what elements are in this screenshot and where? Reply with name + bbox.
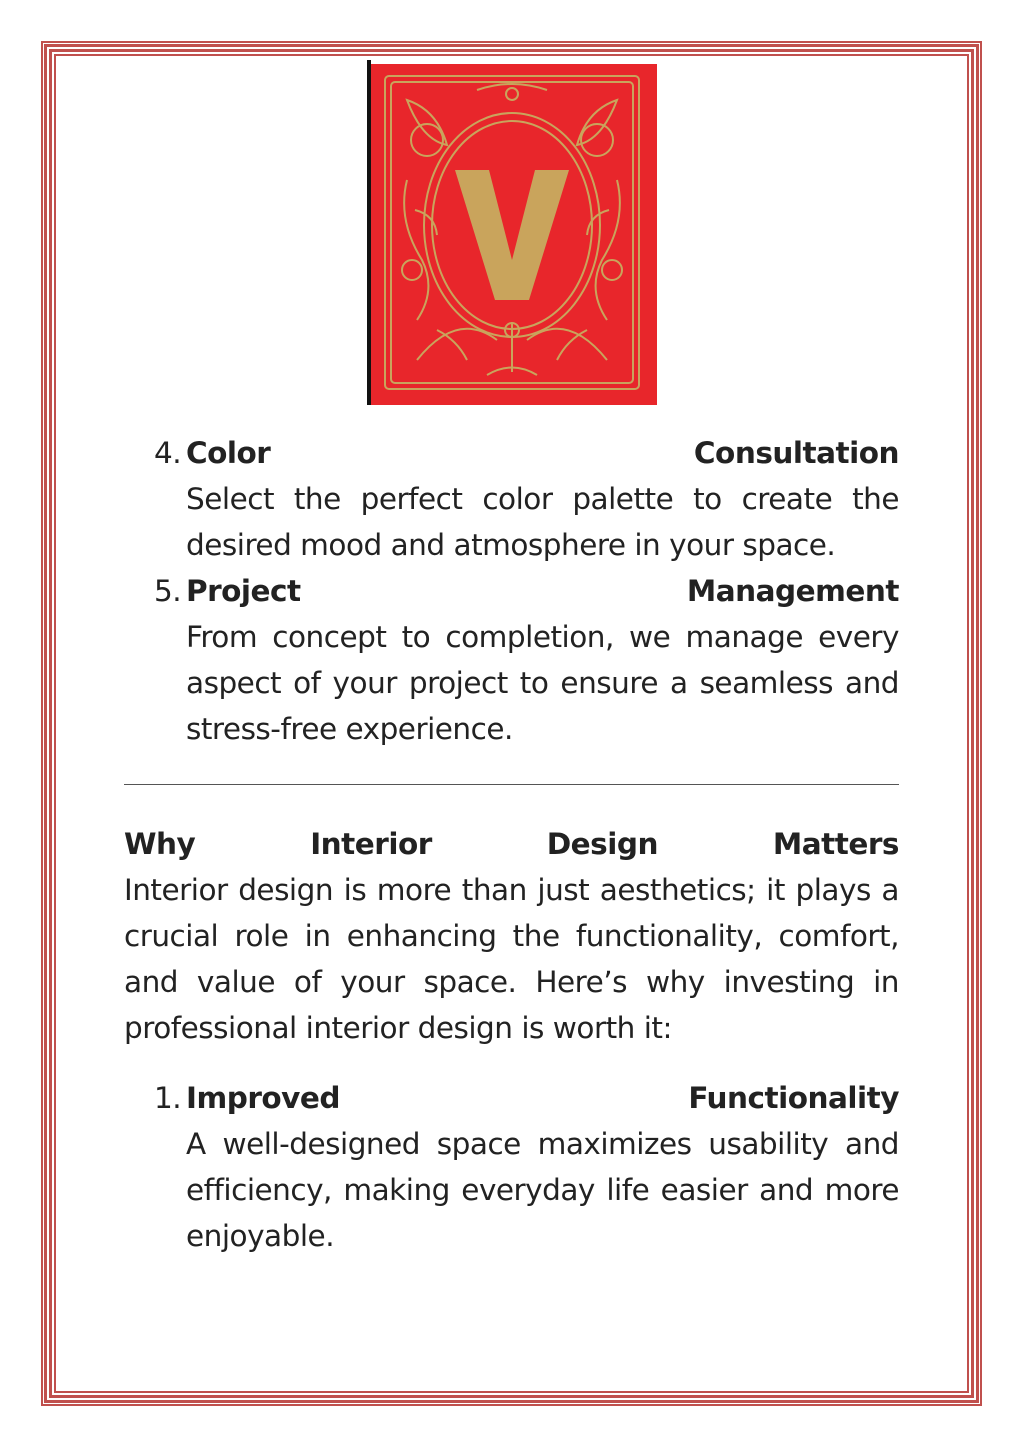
- heading-word: Why: [124, 827, 196, 861]
- document-body: [124, 430, 899, 1259]
- section-body: Interior design is more than just aesthetics; it plays a crucial role in enhancing the functionality, comfort, and value of your space. Here’s why investing in professional interior design is worth it:: [124, 873, 899, 1045]
- brand-logo: [367, 60, 657, 405]
- title-word: Project: [186, 574, 301, 608]
- list-number: 1.: [154, 1081, 182, 1115]
- section-heading: [124, 821, 899, 867]
- list-item-color-consultation: [124, 430, 899, 568]
- heading-word: Matters: [772, 827, 899, 861]
- list-number: 5.: [154, 574, 182, 608]
- title-word: Management: [686, 574, 899, 608]
- list-item-body: Select the perfect color palette to create the desired mood and atmosphere in your space.: [186, 482, 899, 562]
- list-number: 4.: [154, 436, 182, 470]
- list-item-improved-functionality: [124, 1075, 899, 1259]
- list-item-title: [186, 1075, 899, 1121]
- list-item-body: From concept to completion, we manage every aspect of your project to ensure a seamless and stress-free experience.: [186, 620, 899, 746]
- list-item-body: A well-designed space maximizes usability and efficiency, making everyday life easier and more enjoyable.: [186, 1127, 899, 1253]
- title-word: Functionality: [688, 1081, 899, 1115]
- horizontal-divider: [124, 784, 899, 785]
- list-item-project-management: [124, 568, 899, 752]
- heading-word: Design: [546, 827, 658, 861]
- title-word: Consultation: [693, 436, 899, 470]
- heading-word: Interior: [310, 827, 432, 861]
- spacer: [124, 1051, 899, 1075]
- list-item-title: [186, 568, 899, 614]
- title-word: Improved: [186, 1081, 341, 1115]
- title-word: Color: [186, 436, 271, 470]
- list-item-title: [186, 430, 899, 476]
